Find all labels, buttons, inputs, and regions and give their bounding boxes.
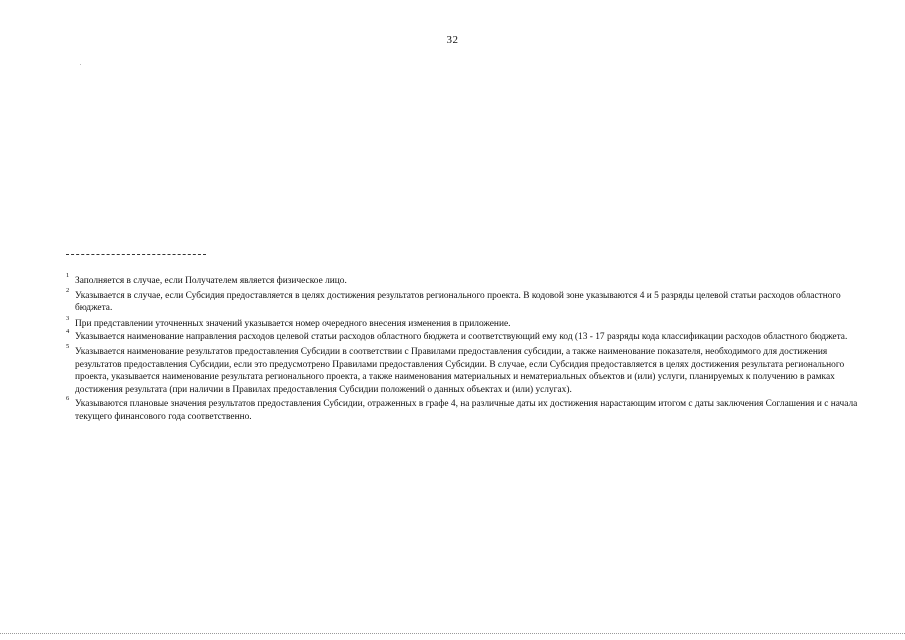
footnotes-block (66, 272, 866, 424)
footnote-3 (66, 314, 866, 331)
footnote-separator (66, 254, 206, 255)
scan-speck (80, 64, 81, 65)
footnote-mark: 2 (66, 286, 70, 294)
footnote-mark: 3 (66, 314, 70, 322)
scan-bottom-edge (0, 633, 905, 634)
footnote-2 (66, 286, 866, 315)
footnote-mark: 4 (66, 328, 70, 336)
footnote-mark: 1 (66, 272, 70, 279)
footnote-text: При представлении уточненных значений указывается номер очередного внесения изменения в приложение. (75, 318, 511, 329)
footnote-text: Указывается наименование результатов предоставления Субсидии в соответствии с Правилами предоставления субсидии, а также наименование показателя, необходимого для достижения результатов предоставления Субсидии, если это предусмотрено Правилами предоставления Субсидии. В случае, если Субсидия предоставляется в целях достижения результата регионального проекта, указывается наименование результата регионального проекта, а также наименования материальных и нематериальных объектов и (или) услуги, планируемых к получению в рамках достижения результата (при наличии в Правилах предоставления Субсидии положений о данных объектах и (или) услугах). (75, 346, 845, 395)
footnote-1 (66, 272, 866, 288)
footnote-5 (66, 342, 866, 396)
footnote-text: Указывается в случае, если Субсидия предоставляется в целях достижения результатов регионального проекта. В кодовой зоне указываются 4 и 5 разряды целевой статьи расходов областного бюджета. (75, 290, 841, 314)
footnote-mark: 5 (66, 342, 70, 350)
footnote-6 (66, 395, 866, 423)
footnote-mark: 6 (66, 395, 70, 403)
footnote-text: Заполняется в случае, если Получателем является физическое лицо. (75, 276, 347, 286)
footnote-text: Указываются плановые значения результатов предоставления Субсидии, отраженных в графе 4, на различные даты их достижения нарастающим итогом с даты заключения Соглашения и с начала текущего финансового года соответственно. (75, 399, 858, 422)
page-number: 32 (446, 34, 459, 46)
footnote-text: Указывается наименование направления расходов целевой статьи расходов областного бюджета и соответствующий ему код (13 - 17 разряды кода классификации расходов областного бюджета. (75, 332, 848, 343)
footnote-4 (66, 328, 866, 344)
